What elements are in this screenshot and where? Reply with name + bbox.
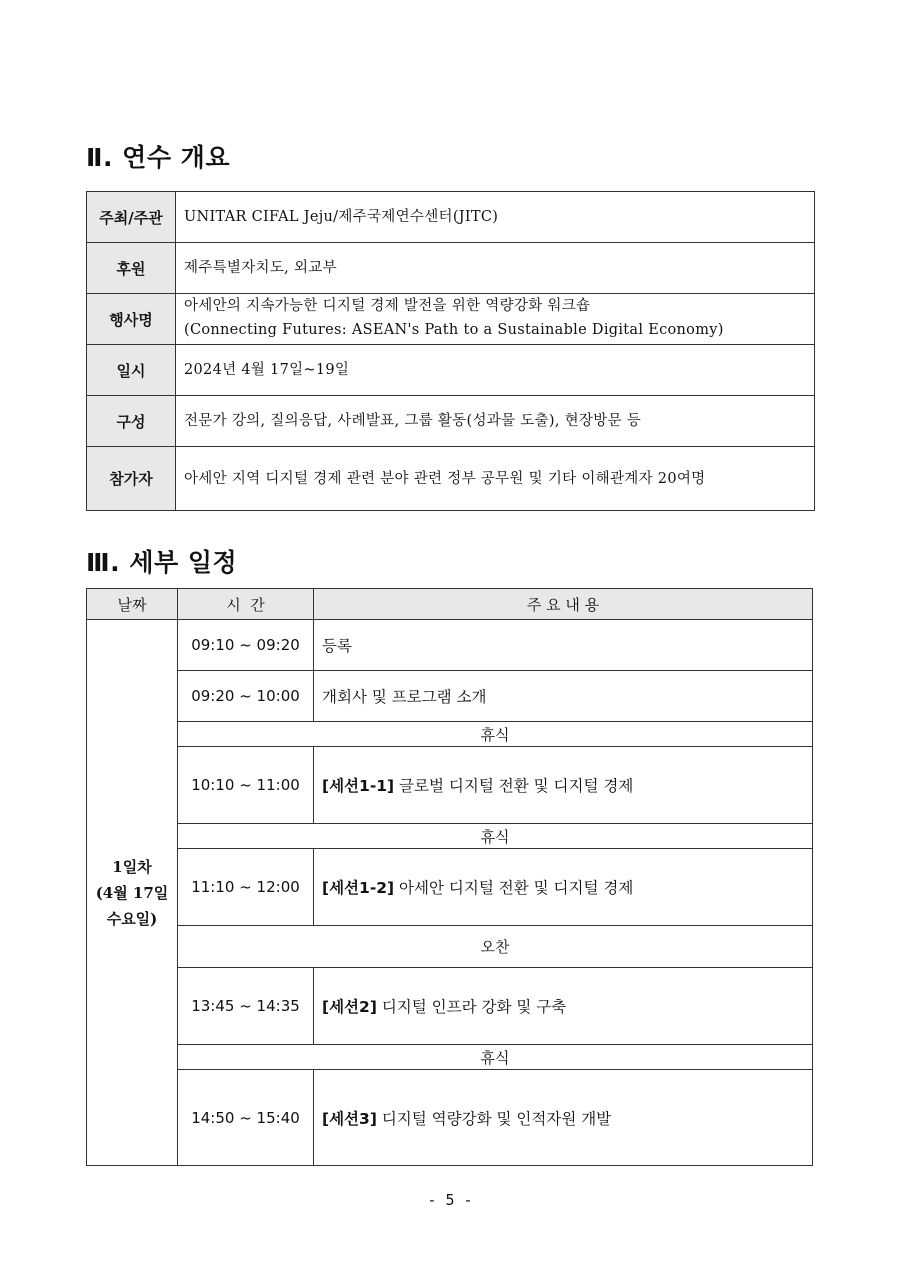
- session-title: 아세안 디지털 전환 및 디지털 경제: [394, 879, 634, 897]
- time-cell: 10:10 ~ 11:00: [178, 747, 314, 824]
- schedule-table: [86, 588, 813, 1166]
- schedule-row: [87, 671, 813, 722]
- section-title-schedule: Ⅲ. 세부 일정: [86, 548, 238, 577]
- content-cell: [314, 671, 813, 722]
- table-row: [87, 345, 815, 396]
- row-label: 주최/주관: [87, 192, 176, 243]
- column-header-date: 날짜: [87, 589, 178, 620]
- table-row: [87, 294, 815, 345]
- lunch-cell: 오찬: [178, 926, 813, 968]
- break-cell: 휴식: [178, 722, 813, 747]
- row-value: 아세안 지역 디지털 경제 관련 분야 관련 정부 공무원 및 기타 이해관계자 20여명: [176, 447, 815, 511]
- day-label: 1일차: [112, 857, 152, 876]
- session-title: 글로벌 디지털 전환 및 디지털 경제: [394, 777, 634, 795]
- session-tag: [세션3]: [322, 1109, 377, 1128]
- table-row: [87, 192, 815, 243]
- day-date: (4월 17일: [95, 883, 169, 902]
- section-title-overview: Ⅱ. 연수 개요: [86, 143, 230, 172]
- time-cell: 11:10 ~ 12:00: [178, 849, 314, 926]
- break-row: [87, 1045, 813, 1070]
- session-title: 개회사 및 프로그램 소개: [322, 688, 487, 706]
- schedule-row: [87, 968, 813, 1045]
- row-value: UNITAR CIFAL Jeju/제주국제연수센터(JITC): [176, 192, 815, 243]
- table-row: [87, 243, 815, 294]
- row-value: 2024년 4월 17일~19일: [176, 345, 815, 396]
- session-title: 등록: [322, 637, 352, 655]
- time-cell: 13:45 ~ 14:35: [178, 968, 314, 1045]
- break-cell: 휴식: [178, 824, 813, 849]
- session-tag: [세션2]: [322, 998, 377, 1016]
- day-cell: [87, 620, 178, 1166]
- session-tag: [세션1-2]: [322, 879, 395, 897]
- time-cell: 14:50 ~ 15:40: [178, 1070, 314, 1166]
- row-value: 제주특별자치도, 외교부: [176, 243, 815, 294]
- table-header-row: [87, 589, 813, 620]
- break-row: [87, 722, 813, 747]
- row-label: 행사명: [87, 294, 176, 345]
- schedule-row: [87, 1070, 813, 1166]
- row-label: 구성: [87, 396, 176, 447]
- content-cell: [314, 620, 813, 671]
- session-title: 디지털 인프라 강화 및 구축: [376, 998, 567, 1016]
- schedule-row: [87, 849, 813, 926]
- content-cell: [314, 747, 813, 824]
- event-name-korean: 아세안의 지속가능한 디지털 경제 발전을 위한 역량강화 워크숍: [184, 298, 591, 314]
- event-name-english: (Connecting Futures: ASEAN's Path to a Sustainable Digital Economy): [184, 322, 724, 338]
- content-cell: [314, 849, 813, 926]
- time-cell: 09:10 ~ 09:20: [178, 620, 314, 671]
- row-value: 전문가 강의, 질의응답, 사례발표, 그룹 활동(성과물 도출), 현장방문 등: [176, 396, 815, 447]
- column-header-content: 주 요 내 용: [314, 589, 813, 620]
- schedule-row: [87, 747, 813, 824]
- page-number: - 5 -: [427, 1191, 473, 1209]
- session-tag: [세션1-1]: [322, 777, 395, 795]
- break-row: [87, 824, 813, 849]
- time-cell: 09:20 ~ 10:00: [178, 671, 314, 722]
- break-cell: 휴식: [178, 1045, 813, 1070]
- session-title: 디지털 역량강화 및 인적자원 개발: [376, 1109, 612, 1128]
- row-label: 일시: [87, 345, 176, 396]
- break-row: [87, 926, 813, 968]
- content-cell: [314, 1070, 813, 1166]
- day-weekday: 수요일): [106, 909, 158, 928]
- row-label: 참가자: [87, 447, 176, 511]
- schedule-row: [87, 620, 813, 671]
- row-label: 후원: [87, 243, 176, 294]
- table-row: [87, 447, 815, 511]
- content-cell: [314, 968, 813, 1045]
- overview-table: [86, 191, 815, 511]
- table-row: [87, 396, 815, 447]
- row-value: [176, 294, 815, 345]
- column-header-time: 시 간: [178, 589, 314, 620]
